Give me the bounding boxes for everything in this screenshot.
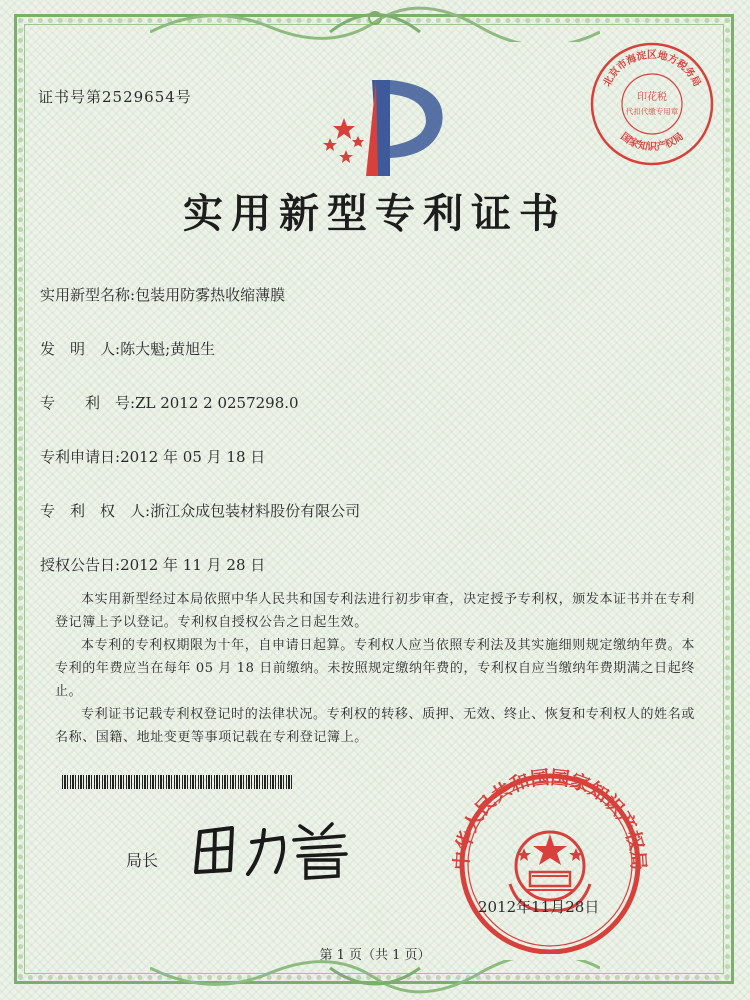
paragraph-legal-status: 专利证书记载专利权登记时的法律状况。专利权的转移、质押、无效、终止、恢复和专利权人的姓名或名称、国籍、地址变更等事项记载在专利登记簿上。	[55, 707, 695, 745]
cnipa-logo	[310, 76, 450, 180]
director-label: 局长	[126, 851, 159, 870]
field-value: 陈大魁;黄旭生	[120, 340, 216, 358]
field-patentee	[40, 500, 360, 521]
official-seal	[440, 764, 660, 954]
field-grant-date	[40, 554, 265, 575]
barcode	[62, 775, 292, 789]
top-ornament	[150, 2, 600, 42]
certificate-title: 实用新型专利证书	[183, 190, 567, 237]
field-application-date	[40, 446, 265, 467]
field-label: 专 利 权 人:	[40, 502, 151, 520]
tax-stamp-center: 印花税	[637, 92, 667, 103]
tax-stamp-center-2: 代扣代缴专用章	[625, 107, 679, 116]
tax-stamp-ring-text: 北京市海淀区地方税务局	[601, 50, 703, 89]
field-label: 专利申请日:	[40, 448, 121, 466]
page-number: 第 1 页（共 1 页）	[319, 948, 431, 963]
bottom-ornament	[150, 960, 600, 998]
tax-stamp-bottom-text: 国家知识产权局	[618, 131, 686, 153]
field-label: 实用新型名称:	[40, 286, 136, 304]
field-value: 2012 年 11 月 28 日	[120, 556, 266, 574]
field-value: ZL 2012 2 0257298.0	[135, 394, 299, 412]
certificate-number: 证书号第2529654号	[38, 88, 192, 106]
svg-text:国家知识产权局	[618, 130, 685, 153]
paragraph-term: 本专利的专利权期限为十年，自申请日起算。专利权人应当依照专利法及其实施细则规定缴纳年费。本专利的年费应当在每年 05 月 18 日前缴纳。未按照规定缴纳年费的，专利权自应当缴纳年费期满之日起终止。	[55, 638, 695, 699]
field-label: 专 利 号:	[40, 394, 136, 412]
svg-text:北京市海淀区地方税务局	[601, 48, 704, 89]
tax-stamp	[588, 40, 716, 168]
field-label: 授权公告日:	[40, 556, 121, 574]
seal-ring-text: 中华人民共和国国家知识产权局	[450, 766, 650, 871]
field-value: 浙江众成包装材料股份有限公司	[150, 502, 361, 520]
field-value: 包装用防雾热收缩薄膜	[135, 286, 286, 304]
director-signature	[182, 812, 362, 882]
field-value: 2012 年 05 月 18 日	[120, 448, 266, 466]
field-inventor	[40, 338, 215, 359]
paragraph-grant: 本实用新型经过本局依照中华人民共和国专利法进行初步审查，决定授予专利权，颁发本证书并在专利登记簿上予以登记。专利权自授权公告之日起生效。	[55, 592, 695, 630]
field-label: 发 明 人:	[40, 340, 121, 358]
field-patent-number	[40, 392, 299, 413]
field-utility-model-name	[40, 284, 285, 305]
issue-date: 2012年11月28日	[478, 898, 600, 916]
